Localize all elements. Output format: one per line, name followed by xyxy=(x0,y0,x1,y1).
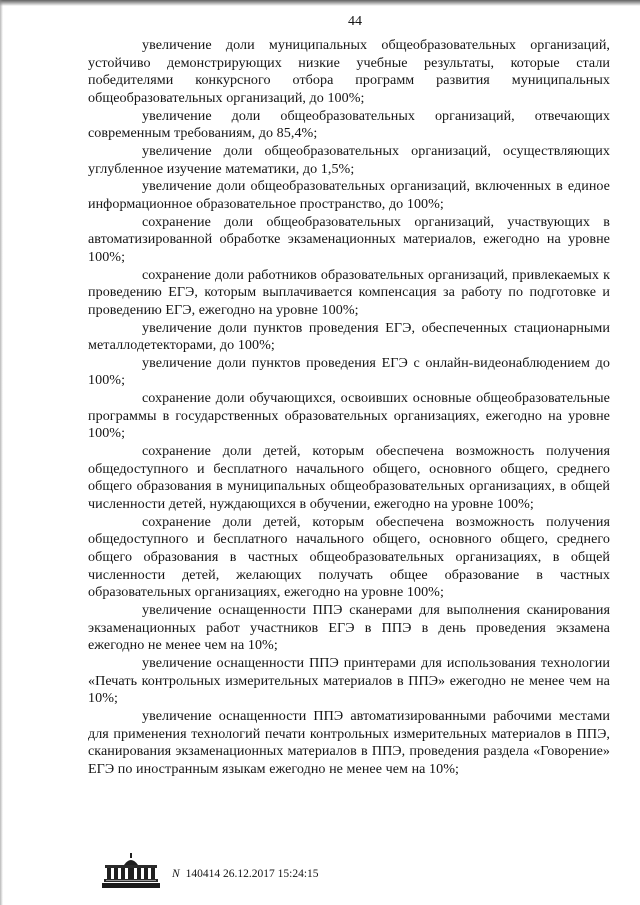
list-item: сохранение доли работников образовательных организаций, привлекаемых к проведению ЕГЭ, которым выплачивается компенсация за работу по подготовке и проведению ЕГЭ, ежегодно на уровне 100%; xyxy=(88,266,610,318)
list-item: увеличение оснащенности ППЭ сканерами для выполнения сканирования экзаменационных работ участников ЕГЭ в ППЭ в день проведения экзамена ежегодно не менее чем на 10%; xyxy=(88,602,610,654)
document-body xyxy=(88,37,610,779)
list-item: увеличение доли муниципальных общеобразовательных организаций, устойчиво демонстрирующих низкие учебные результаты, которые стали победителями конкурсного отбора программ развития муниципальных общеобразовательных организаций, до 100%; xyxy=(88,37,610,106)
list-item: сохранение доли детей, которым обеспечена возможность получения общедоступного и бесплатного начального общего, основного общего, среднего общего образования в муниципальных общеобразовательных организациях, в общей численности детей, нуждающихся в обучении, ежегодно на уровне 100%; xyxy=(88,443,610,513)
scan-shadow-left xyxy=(0,0,3,905)
list-item: увеличение оснащенности ППЭ автоматизированными рабочими местами для применения технологий печати контрольных измерительных материалов в ППЭ, сканирования экзаменационных материалов в ППЭ, проведения раздела «Говорение» ЕГЭ по иностранным языкам ежегодно не менее чем на 10%; xyxy=(88,707,610,777)
list-item: сохранение доли общеобразовательных организаций, участвующих в автоматизированной обработке экзаменационных материалов, ежегодно на уровне 100%; xyxy=(88,213,610,265)
list-item: сохранение доли обучающихся, освоивших основные общеобразовательные программы в государственных образовательных организациях, ежегодно на уровне 100%; xyxy=(88,390,610,442)
list-item: увеличение доли пунктов проведения ЕГЭ с онлайн-видеонаблюдением до 100%; xyxy=(88,354,610,389)
stamp-mark: N xyxy=(172,868,180,880)
scan-shadow-top xyxy=(0,0,640,6)
list-item: увеличение доли пунктов проведения ЕГЭ, обеспеченных стационарными металлодетекторами, до 100%; xyxy=(88,319,610,354)
page-number: 44 xyxy=(348,14,362,29)
document-footer xyxy=(100,852,360,892)
list-item: увеличение доли общеобразовательных организаций, включенных в единое информационное образовательное пространство, до 100%; xyxy=(88,178,610,212)
list-item: увеличение доли общеобразовательных организаций, отвечающих современным требованиям, до 85,4%; xyxy=(88,107,610,142)
stamp-text: 140414 26.12.2017 15:24:15 xyxy=(185,868,319,880)
list-item: увеличение доли общеобразовательных организаций, осуществляющих углубленное изучение математики, до 1,5%; xyxy=(88,142,610,177)
list-item: увеличение оснащенности ППЭ принтерами для использования технологии «Печать контрольных измерительных материалов в ППЭ» ежегодно не менее чем на 10%; xyxy=(88,654,610,707)
document-registration-stamp xyxy=(172,867,319,881)
list-item: сохранение доли детей, которым обеспечена возможность получения общедоступного и бесплатного начального общего, основного общего, среднего общего образования в частных общеобразовательных организациях, в общей численности детей, желающих получать общее образование в частных образовательных организациях, ежегодно на уровне 100%; xyxy=(88,513,610,601)
government-building-seal-icon xyxy=(100,852,162,890)
